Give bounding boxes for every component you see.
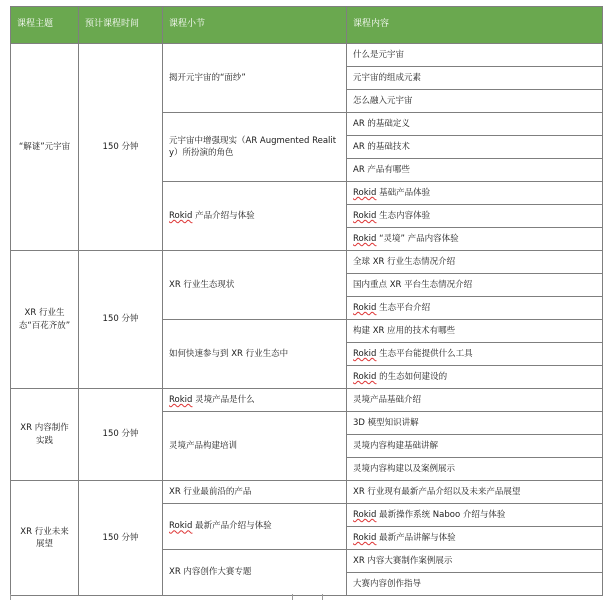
table-row [11, 481, 603, 504]
content-cell: 灵境内容构建基础讲解 [347, 435, 603, 458]
section-cell: Rokid 最新产品介绍与体验 [163, 504, 347, 550]
page-corner-mark [292, 594, 293, 600]
content-cell: Rokid 的生态如何建设的 [347, 366, 603, 389]
content-cell: Rokid 生态平台能提供什么工具 [347, 343, 603, 366]
spellcheck-underline: Rokid [353, 233, 377, 244]
spellcheck-underline: Rokid [353, 187, 377, 198]
table-row [11, 389, 603, 412]
header-section: 课程小节 [163, 7, 347, 44]
content-cell: 国内重点 XR 平台生态情况介绍 [347, 274, 603, 297]
section-cell: 揭开元宇宙的“面纱” [163, 44, 347, 113]
content-cell: Rokid “灵境” 产品内容体验 [347, 228, 603, 251]
time-cell: 150 分钟 [79, 44, 163, 251]
content-cell: Rokid 最新产品讲解与体验 [347, 527, 603, 550]
content-cell: 灵境产品基础介绍 [347, 389, 603, 412]
content-cell: 元宇宙的组成元素 [347, 67, 603, 90]
content-cell: Rokid 基础产品体验 [347, 182, 603, 205]
content-cell: XR 内容大赛制作案例展示 [347, 550, 603, 573]
header-content: 课程内容 [347, 7, 603, 44]
section-cell: Rokid 灵境产品是什么 [163, 389, 347, 412]
content-cell: AR 的基础技术 [347, 136, 603, 159]
section-cell: XR 行业生态现状 [163, 251, 347, 320]
content-cell: 灵境内容构建以及案例展示 [347, 458, 603, 481]
spellcheck-underline: Rokid [353, 371, 377, 382]
topic-cell: XR 行业生态“百花齐放” [11, 251, 79, 389]
spellcheck-underline: Rokid [353, 509, 377, 520]
content-cell: Rokid 最新操作系统 Naboo 介绍与体验 [347, 504, 603, 527]
header-time: 预计课程时间 [79, 7, 163, 44]
content-cell: AR 产品有哪些 [347, 159, 603, 182]
header-row [11, 7, 603, 44]
page-corner-mark [10, 594, 11, 600]
section-cell: Rokid 产品介绍与体验 [163, 182, 347, 251]
table-row [11, 44, 603, 67]
page-corner-mark [322, 594, 323, 600]
spellcheck-underline: Rokid [353, 210, 377, 221]
spellcheck-underline: Rokid [353, 348, 377, 359]
content-cell: 什么是元宇宙 [347, 44, 603, 67]
topic-cell: “解谜”元宇宙 [11, 44, 79, 251]
time-cell: 150 分钟 [79, 389, 163, 481]
content-cell: 3D 模型知识讲解 [347, 412, 603, 435]
time-cell: 150 分钟 [79, 251, 163, 389]
spellcheck-underline: Rokid [169, 394, 193, 405]
content-cell: XR 行业现有最新产品介绍以及未来产品展望 [347, 481, 603, 504]
section-cell: XR 内容创作大赛专题 [163, 550, 347, 596]
section-cell: 如何快速参与到 XR 行业生态中 [163, 320, 347, 389]
time-cell: 150 分钟 [79, 481, 163, 596]
course-table [10, 6, 603, 596]
topic-cell: XR 行业未来展望 [11, 481, 79, 596]
header-topic: 课程主题 [11, 7, 79, 44]
content-cell: 全球 XR 行业生态情况介绍 [347, 251, 603, 274]
section-cell: 灵境产品构建培训 [163, 412, 347, 481]
spellcheck-underline: Rokid [169, 210, 193, 221]
spellcheck-underline: Rokid [353, 532, 377, 543]
content-cell: 构建 XR 应用的技术有哪些 [347, 320, 603, 343]
content-cell: 怎么融入元宇宙 [347, 90, 603, 113]
table-row [11, 251, 603, 274]
spellcheck-underline: Rokid [169, 521, 193, 532]
topic-cell: XR 内容制作实践 [11, 389, 79, 481]
content-cell: AR 的基础定义 [347, 113, 603, 136]
spellcheck-underline: Rokid [353, 302, 377, 313]
section-cell: XR 行业最前沿的产品 [163, 481, 347, 504]
content-cell: Rokid 生态平台介绍 [347, 297, 603, 320]
content-cell: 大赛内容创作指导 [347, 573, 603, 596]
content-cell: Rokid 生态内容体验 [347, 205, 603, 228]
section-cell: 元宇宙中增强现实（AR Augmented Reality）所扮演的角色 [163, 113, 347, 182]
